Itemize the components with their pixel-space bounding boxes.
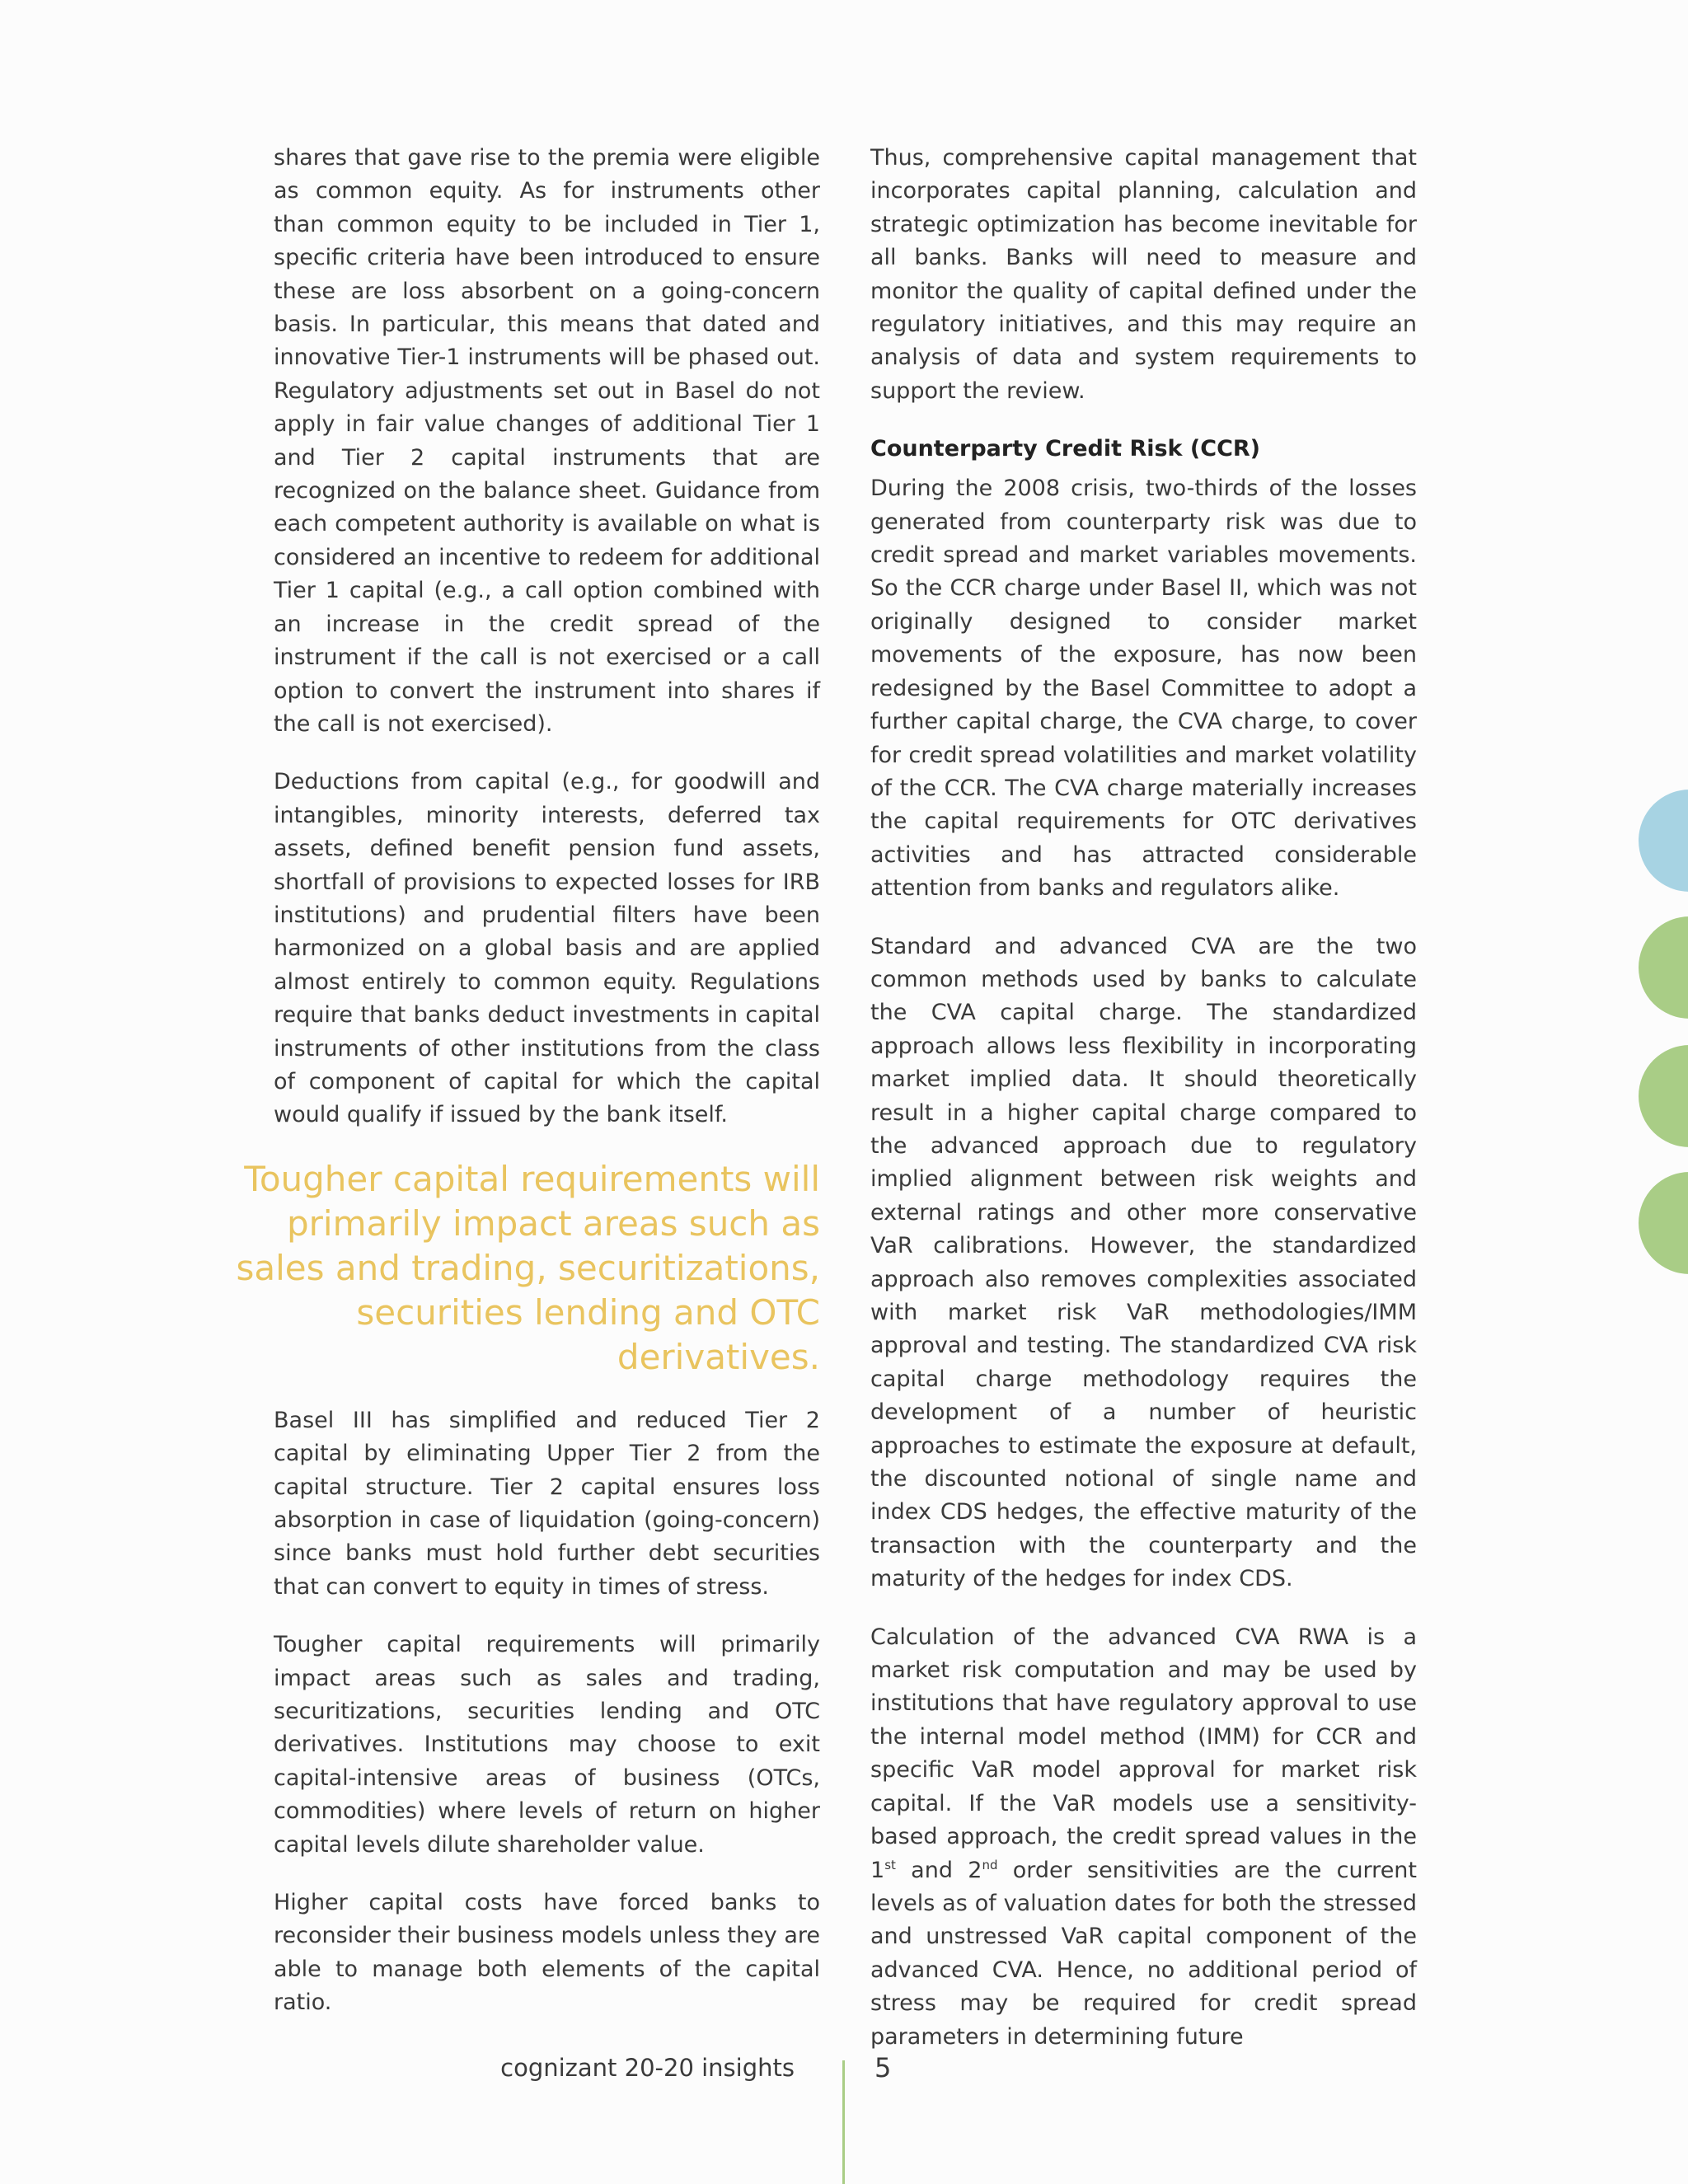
body-paragraph: Tougher capital requirements will primarily impact areas such as sales and trading, securitizations, securities lending and OTC derivatives. Institutions may choose to exit capital-intensive areas of business (OTCs, commodities) where levels of return on higher capital levels dilute shareholder value. [274, 1632, 820, 1858]
body-paragraph: During the 2008 crisis, two-thirds of the losses generated from counterparty risk was due to credit spread and market variables movements. So the CCR charge under Basel II, which was not originally designed to consider market movements of the exposure, has now been redesigned by the Basel Committee to adopt a further capital charge, the CVA charge, to cover for credit spread volatilities and market volatility of the CCR. The CVA charge materially increases the capital requirements for OTC derivatives activities and has attracted considerable attention from banks and regulators alike. [870, 476, 1417, 902]
paragraph-text: order sensitivities are the current levels as of valuation dates for both the stressed and unstressed VaR capital component of the advanced CVA. Hence, no additional period of stress may be required for credit spread parameters in determining future [870, 1857, 1417, 2050]
decorative-green-dot [1639, 916, 1688, 1019]
page-number: 5 [874, 2052, 892, 2083]
decorative-blue-dot [1639, 790, 1688, 892]
footer-brand: cognizant 20-20 insights [500, 2054, 795, 2082]
paragraph-text: and 2 [895, 1857, 982, 1883]
body-paragraph: shares that gave rise to the premia were eligible as common equity. As for instruments other than common equity to be included in Tier 1, specific criteria have been introduced to ensure these are loss absorbent on a going-concern basis. In particular, this means that dated and innovative Tier-1 instruments will be phased out. Regulatory adjustments set out in Basel do not apply in fair value changes of additional Tier 1 and Tier 2 capital instruments that are recognized on the balance sheet. Guidance from each competent authority is available on what is considered an incentive to redeem for additional Tier 1 capital (e.g., a call option combined with an increase in the credit spread of the instrument if the call is not exercised or a call option to convert the instrument into shares if the call is not exercised). [274, 145, 820, 737]
body-paragraph: Higher capital costs have forced banks to reconsider their business models unless they are able to manage both elements of the capital ratio. [274, 1890, 820, 2016]
decorative-green-dot [1639, 1045, 1688, 1147]
body-paragraph: Thus, comprehensive capital management that incorporates capital planning, calculation and strategic optimization has become inevitable for all banks. Banks will need to measure and monitor the quality of capital defined under the regulatory initiatives, and this may require an analysis of data and system requirements to support the review. [870, 145, 1417, 404]
decorative-green-dot [1639, 1172, 1688, 1274]
body-paragraph [870, 1621, 1417, 2054]
ordinal-suffix: st [884, 1857, 896, 1872]
ordinal-suffix: nd [982, 1857, 998, 1872]
right-column [870, 142, 1417, 2079]
footer-divider [842, 2060, 845, 2184]
left-column [236, 142, 820, 2045]
paragraph-text: Calculation of the advanced CVA RWA is a market risk computation and may be used by institutions that have regulatory approval to use the internal model method (IMM) for CCR and specific VaR model approval for market risk capital. If the VaR models use a sensitivity-based approach, the credit spread values in the 1 [870, 1624, 1417, 1883]
body-paragraph: Basel III has simplified and reduced Tier 2 capital by eliminating Upper Tier 2 from the capital structure. Tier 2 capital ensures loss absorption in case of liquidation (going-concern) since banks must hold further debt securities that can convert to equity in times of stress. [274, 1407, 820, 1600]
body-paragraph: Deductions from capital (e.g., for goodwill and intangibles, minority interests, deferred tax assets, defined benefit pension fund assets, shortfall of provisions to expected losses for IRB institutions) and prudential filters have been harmonized on a global basis and are applied almost entirely to common equity. Regulations require that banks deduct investments in capital instruments of other institutions from the class of component of capital for which the capital would qualify if issued by the bank itself. [274, 769, 820, 1128]
body-paragraph: Standard and advanced CVA are the two common methods used by banks to calculate the CVA capital charge. The standardized approach allows less flexibility in incorporating market implied data. It should theoretically result in a higher capital charge compared to the advanced approach due to regulatory implied alignment between risk weights and external ratings and other more conservative VaR calibrations. However, the standardized approach also removes complexities associated with market risk VaR methodologies/IMM approval and testing. The standardized CVA risk capital charge methodology requires the development of a number of heuristic approaches to estimate the exposure at default, the discounted notional of single name and index CDS hedges, the effective maturity of the transaction with the counterparty and the maturity of the hedges for index CDS. [870, 933, 1417, 1592]
pull-quote: Tougher capital requirements will primarily impact areas such as sales and trading, securitizations, securities lending and OTC derivatives. [236, 1158, 820, 1377]
section-heading: Counterparty Credit Risk (CCR) [870, 436, 1261, 462]
